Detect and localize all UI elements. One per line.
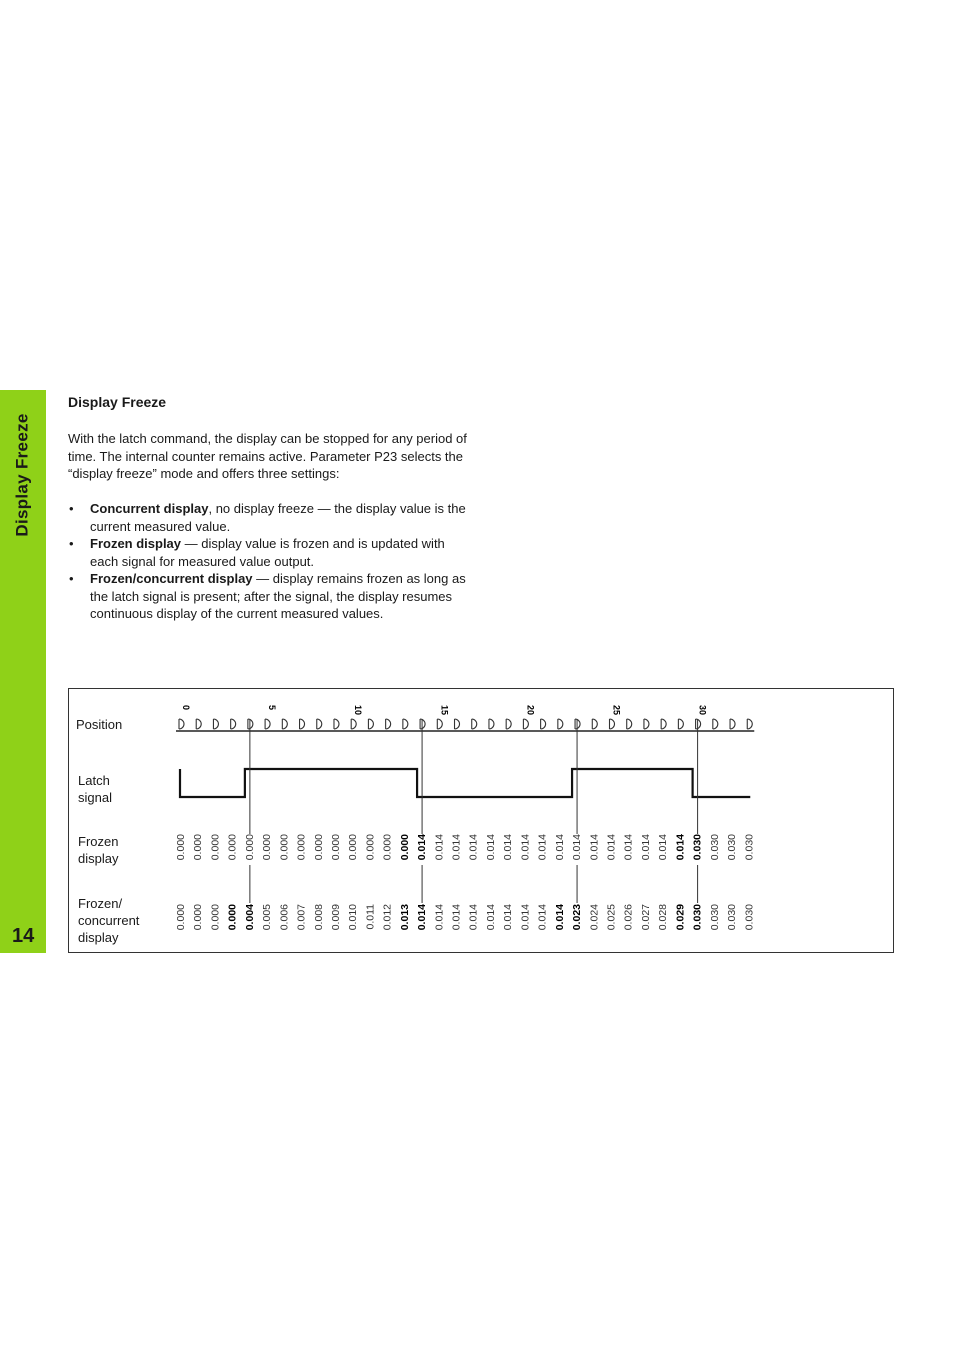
- position-tick: [368, 719, 373, 729]
- concurrent-value: 0.004: [243, 904, 256, 931]
- position-tick: [627, 719, 632, 729]
- position-marker-label: 15: [439, 705, 450, 716]
- position-tick: [592, 719, 597, 729]
- frozen-value: 0.030: [726, 834, 739, 861]
- position-tick: [265, 719, 270, 729]
- concurrent-value: 0.014: [502, 904, 515, 931]
- concurrent-value: 0.014: [484, 904, 497, 931]
- position-tick: [300, 719, 305, 729]
- concurrent-value: 0.014: [519, 904, 532, 931]
- position-tick: [730, 719, 735, 729]
- concurrent-value: 0.026: [622, 904, 635, 931]
- frozen-value: 0.014: [588, 834, 601, 861]
- frozen-value: 0.000: [261, 834, 274, 861]
- concurrent-value: 0.007: [295, 904, 308, 931]
- frozen-value: 0.000: [278, 834, 291, 861]
- concurrent-value: 0.024: [588, 904, 601, 931]
- frozen-value: 0.014: [605, 834, 618, 861]
- frozen-value: 0.000: [398, 834, 411, 861]
- side-title-text: Display Freeze: [13, 413, 33, 537]
- frozen-value: 0.000: [209, 834, 222, 861]
- bullet-term: Concurrent display: [90, 501, 209, 516]
- position-tick: [231, 719, 236, 729]
- position-marker-label: 5: [267, 705, 278, 711]
- intro-paragraph: With the latch command, the display can be stopped for any period of time. The internal counter remains active. Parameter P23 selects the “display freeze” mode and offers three settings:: [68, 431, 467, 481]
- frozen-value: 0.014: [433, 834, 446, 861]
- position-tick: [403, 719, 408, 729]
- concurrent-value: 0.014: [450, 904, 463, 931]
- frozen-value: 0.014: [467, 834, 480, 861]
- concurrent-value: 0.006: [278, 904, 291, 931]
- concurrent-value: 0.025: [605, 904, 618, 931]
- frozen-value: 0.014: [450, 834, 463, 861]
- frozen-value: 0.000: [312, 834, 325, 861]
- frozen-value: 0.014: [519, 834, 532, 861]
- position-tick: [678, 719, 683, 729]
- position-tick: [282, 719, 287, 729]
- frozen-concurrent-label: Frozen/ concurrent display: [78, 896, 140, 945]
- frozen-value: 0.030: [691, 834, 704, 861]
- list-item: [68, 570, 468, 623]
- frozen-value: 0.014: [571, 834, 584, 861]
- timing-diagram: [68, 688, 894, 953]
- frozen-value: 0.000: [329, 834, 342, 861]
- bullet-text: — display value is frozen and is updated with each signal for measured value output.: [90, 536, 445, 569]
- frozen-value: 0.000: [175, 834, 187, 861]
- position-tick: [334, 719, 339, 729]
- concurrent-value: 0.030: [708, 904, 721, 931]
- concurrent-value: 0.028: [657, 904, 670, 931]
- frozen-value: 0.000: [364, 834, 377, 861]
- concurrent-value: 0.012: [381, 904, 394, 931]
- position-tick: [179, 719, 184, 729]
- frozen-value: 0.014: [536, 834, 549, 861]
- concurrent-value: 0.010: [347, 904, 360, 931]
- frozen-value: 0.000: [226, 834, 239, 861]
- frozen-value: 0.000: [243, 834, 256, 861]
- position-tick: [506, 719, 511, 729]
- frozen-value: 0.000: [295, 834, 308, 861]
- position-tick: [489, 719, 494, 729]
- frozen-value: 0.014: [674, 834, 687, 861]
- side-title: [0, 400, 46, 550]
- position-marker-label: 30: [697, 705, 708, 716]
- concurrent-value: 0.005: [261, 904, 274, 931]
- position-tick: [713, 719, 718, 729]
- concurrent-value: 0.030: [691, 904, 704, 931]
- latch-label: Latch signal: [78, 773, 112, 805]
- concurrent-value: 0.008: [312, 904, 325, 931]
- concurrent-value: 0.000: [175, 904, 187, 931]
- list-item: [68, 500, 468, 535]
- bullet-text: — display remains frozen as long as the latch signal is present; after the signal, the display resumes continuous display of the current measured values.: [90, 571, 466, 621]
- position-tick: [437, 719, 442, 729]
- position-marker-label: 25: [611, 705, 622, 716]
- frozen-value: 0.000: [347, 834, 360, 861]
- position-marker-label: 20: [525, 705, 536, 716]
- bullet-term: Frozen/concurrent display: [90, 571, 253, 586]
- concurrent-value: 0.030: [743, 904, 756, 931]
- concurrent-value: 0.014: [416, 904, 429, 931]
- bullet-term: Frozen display: [90, 536, 182, 551]
- position-marker-label: 0: [181, 705, 191, 711]
- position-marker-label: 10: [353, 705, 364, 716]
- frozen-value: 0.014: [502, 834, 515, 861]
- position-tick: [661, 719, 666, 729]
- position-tick: [317, 719, 322, 729]
- latch-signal-line: [180, 769, 750, 797]
- frozen-value: 0.014: [416, 834, 429, 861]
- concurrent-value: 0.014: [467, 904, 480, 931]
- settings-list: [68, 500, 468, 623]
- concurrent-value: 0.014: [553, 904, 566, 931]
- position-tick: [213, 719, 218, 729]
- frozen-label: Frozen display: [78, 834, 119, 866]
- concurrent-value: 0.000: [226, 904, 239, 931]
- frozen-value: 0.014: [622, 834, 635, 861]
- concurrent-value: 0.014: [536, 904, 549, 931]
- concurrent-value: 0.029: [674, 904, 687, 931]
- position-tick: [541, 719, 546, 729]
- concurrent-value: 0.011: [364, 904, 377, 930]
- position-tick: [747, 719, 752, 729]
- position-tick: [455, 719, 460, 729]
- frozen-value: 0.000: [381, 834, 394, 861]
- concurrent-value: 0.000: [209, 904, 222, 931]
- frozen-value: 0.030: [708, 834, 721, 861]
- concurrent-value: 0.009: [329, 904, 342, 931]
- concurrent-value: 0.023: [571, 904, 584, 931]
- concurrent-value: 0.013: [398, 904, 411, 931]
- frozen-value: 0.014: [484, 834, 497, 861]
- frozen-value: 0.030: [743, 834, 756, 861]
- position-tick: [472, 719, 477, 729]
- position-tick: [644, 719, 649, 729]
- concurrent-value: 0.014: [433, 904, 446, 931]
- position-tick: [351, 719, 356, 729]
- timing-diagram-svg: [69, 689, 895, 954]
- concurrent-value: 0.030: [726, 904, 739, 931]
- frozen-value: 0.000: [192, 834, 205, 861]
- bullet-text: , no display freeze — the display value is the current measured value.: [90, 501, 466, 534]
- frozen-value: 0.014: [639, 834, 652, 861]
- frozen-value: 0.014: [657, 834, 670, 861]
- position-tick: [558, 719, 563, 729]
- section-heading: Display Freeze: [68, 394, 167, 410]
- frozen-value: 0.014: [553, 834, 566, 861]
- page-number: 14: [12, 925, 35, 947]
- concurrent-value: 0.000: [192, 904, 205, 931]
- concurrent-value: 0.027: [639, 904, 652, 931]
- position-tick: [196, 719, 201, 729]
- position-label: Position: [76, 717, 123, 732]
- position-tick: [386, 719, 391, 729]
- position-tick: [610, 719, 615, 729]
- position-tick: [523, 719, 528, 729]
- list-item: [68, 535, 468, 570]
